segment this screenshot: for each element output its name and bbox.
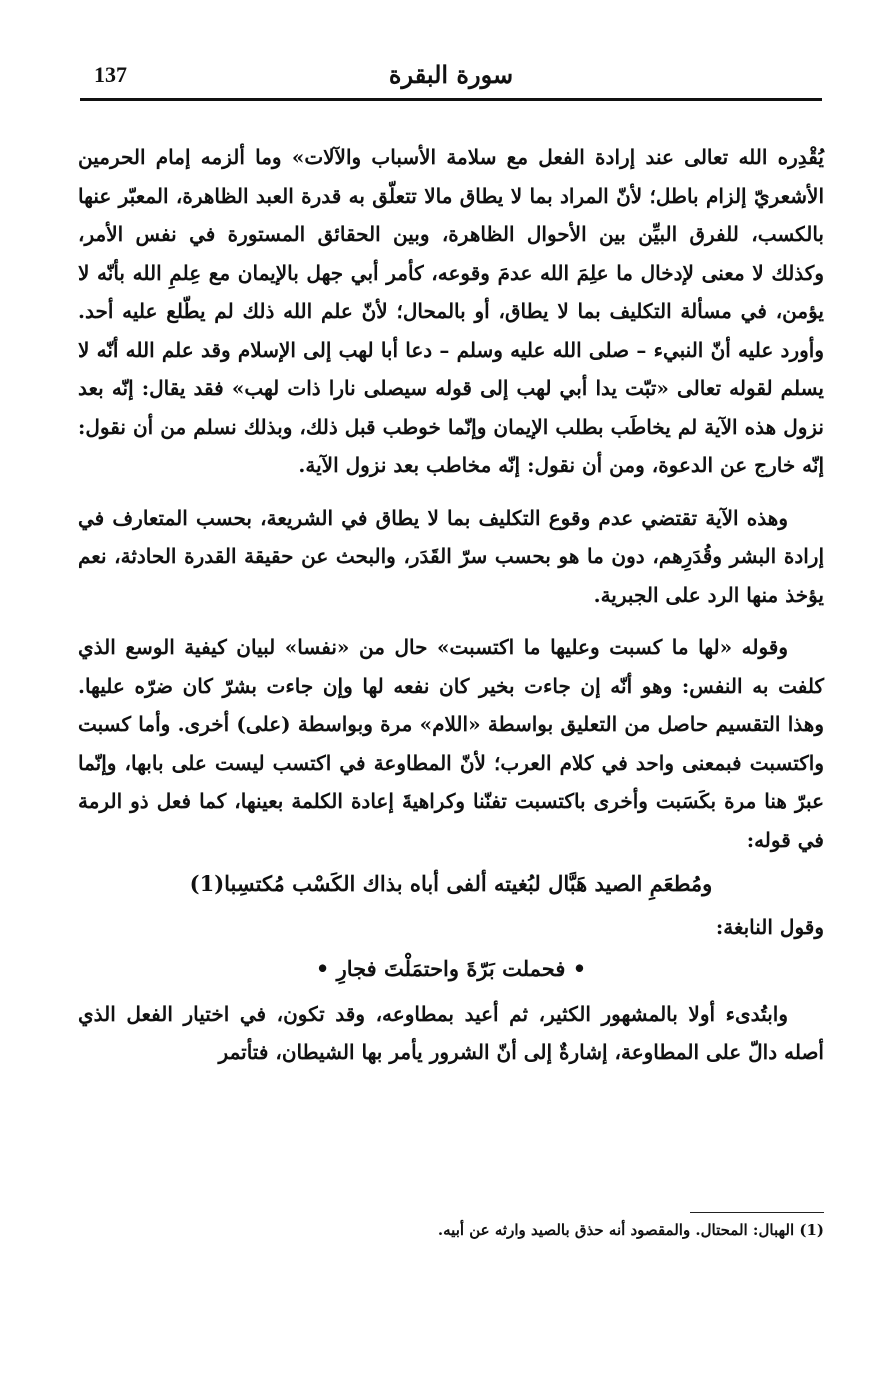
paragraph-2: وهذه الآية تقتضي عدم وقوع التكليف بما لا يطاق في الشريعة، بحسب المتعارف في إرادة البشر وقُدَرِهم، دون ما هو بحسب سرّ القَدَر، والبحث عن حقيقة القدرة الحادثة، نعم يؤخذ منها الرد على الجبرية. [78,505,824,607]
main-text [78,138,824,1072]
paragraph-1: يُقْدِره الله تعالى عند إرادة الفعل مع سلامة الأسباب والآلات» وما ألزمه إمام الحرمين الأشعريّ إلزام باطل؛ لأنّ المراد بما لا يطاق مالا تتعلّق به قدرة العبد الظاهرة، المعبّر عنها بالكسب، للفرق البيِّن بين الأحوال الظاهرة، وبين الحقائق المستورة في نفس الأمر، وكذلك لا معنى لإدخال ما علِمَ الله عدمَ وقوعه، كأمر أبي جهل بالإيمان مع عِلمِ الله بأنّه لا يؤمن، في مسألة التكليف بما لا يطاق، أو بالمحال؛ لأنّ علم الله ذلك لم يطّلع عليه أحد. وأورد عليه أنّ النبيء – صلى الله عليه وسلم – دعا أبا لهب إلى الإسلام وقد علم الله أنّه لا يسلم لقوله تعالى «تبّت يدا أبي لهب إلى قوله سيصلى نارا ذات لهب» فقد يقال: إنّه بعد نزول هذه الآية لم يخاطَب بطلب الإيمان وإنّما خوطب قبل ذلك، وبذلك نسلم من أن نقول: إنّه خارج عن الدعوة، ومن أن نقول: إنّه مخاطب بعد نزول الآية. [78,145,824,477]
paragraph-4: وابتُدىء أولا بالمشهور الكثير، ثم أعيد بمطاوعه، وقد تكون، في اختيار الفعل الذي أصله دالّ على المطاوعة، إشارةٌ إلى أنّ الشرور يأمر بها الشيطان، فتأتمر [78,1001,824,1064]
footnote-rule [690,1212,824,1213]
verse-nabigha: • فحملت بَرّةَ واحتمَلْتَ فجارِ • [315,956,587,981]
footnote: (1) الهبال: المحتال. والمقصود أنه حذق بالصيد وارثه عن أبيه. [437,1221,824,1239]
header-rule [80,98,822,101]
page-number: 137 [94,62,127,87]
page-header [80,52,822,100]
paragraph-3: وقوله «لها ما كسبت وعليها ما اكتسبت» حال من «نفسا» لبيان كيفية الوسع الذي كلفت به النفس: وهو أنّه إن جاءت بخير كان نفعه لها وإن جاءت بشرّ كان ضرّه عليها. وهذا التقسيم حاصل من التعليق بواسطة «اللام» مرة وبواسطة (على) أخرى. وأما كسبت واكتسبت فبمعنى واحد في كلام العرب؛ لأنّ المطاوعة في اكتسب ليست على بابها، وإنّما عبرّ هنا مرة بكَسَبت وأخرى باكتسبت تفنّنا وكراهيةَ إعادة الكلمة بعينها، كما فعل ذو الرمة في قوله: [78,635,824,852]
running-title: سورة البقرة [388,60,514,89]
verse-dhu-al-rumma: ومُطعَمِ الصيد هَبَّال لبُغيته ألفى أباه بذاك الكَسْب مُكتسِبا(1) [189,871,713,896]
verse-intro-nabigha: وقول النابغة: [715,914,824,939]
